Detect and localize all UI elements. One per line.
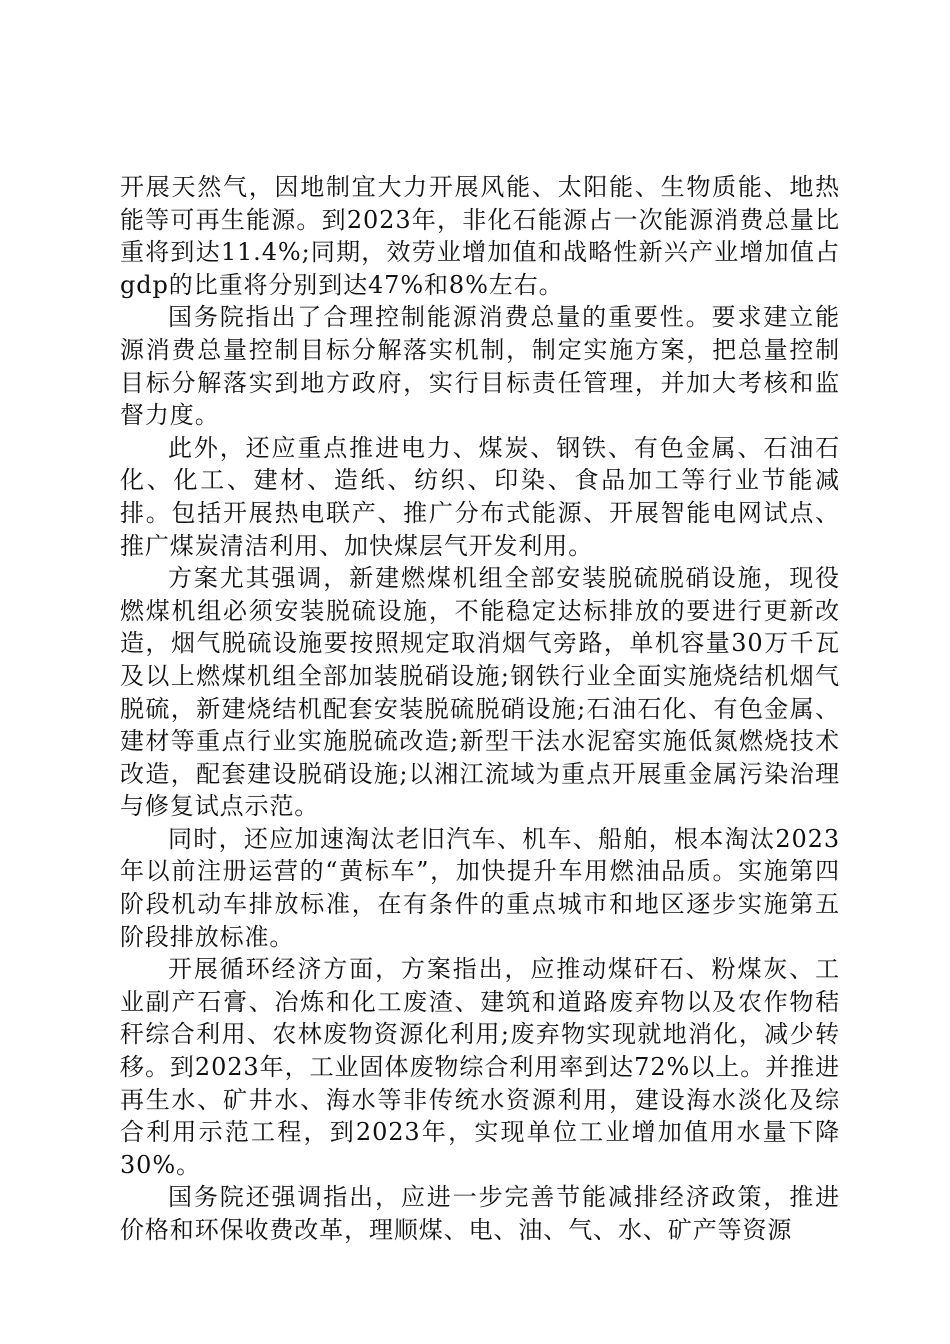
paragraph-energy-consumption-control: 国务院指出了合理控制能源消费总量的重要性。要求建立能源消费总量控制目标分解落实机制，制定实施方案，把总量控制目标分解落实到地方政府，实行目标责任管理，并加大考核和监督力度。 [120,303,840,430]
paragraph-desulfurization-plan: 方案尤其强调，新建燃煤机组全部安装脱硫脱硝设施，现役燃煤机组必须安装脱硫设施，不能稳定达标排放的要进行更新改造，烟气脱硫设施要按照规定取消烟气旁路，单机容量30万千瓦及以上燃煤机组全部加装脱硝设施;钢铁行业全面实施烧结机烟气脱硫，新建烧结机配套安装脱硫脱硝设施;石油石化、有色金属、建材等重点行业实施脱硫改造;新型干法水泥窑实施低氮燃烧技术改造，配套建设脱硝设施;以湘江流域为重点开展重金属污染治理与修复试点示范。 [120,564,840,821]
paragraph-circular-economy: 开展循环经济方面，方案指出，应推动煤矸石、粉煤灰、工业副产石膏、冶炼和化工废渣、建筑和道路废弃物以及农作物秸秆综合利用、农林废物资源化利用;废弃物实现就地消化，减少转移。到2023年，工业固体废物综合利用率到达72%以上。并推进再生水、矿井水、海水等非传统水资源利用，建设海水淡化及综合利用示范工程，到2023年，实现单位工业增加值用水量下降30%。 [120,955,840,1179]
paragraph-economic-policy: 国务院还强调指出，应进一步完善节能减排经济政策，推进价格和环保收费改革，理顺煤、电、油、气、水、矿产等资源 [120,1183,840,1244]
paragraph-vehicle-elimination: 同时，还应加速淘汰老旧汽车、机车、船舶，根本淘汰2023年以前注册运营的“黄标车”，加快提升车用燃油品质。实施第四阶段机动车排放标准，在有条件的重点城市和地区逐步实施第五阶段排放标准。 [120,824,840,951]
paragraph-industry-energy-saving: 此外，还应重点推进电力、煤炭、钢铁、有色金属、石油石化、化工、建材、造纸、纺织、印染、食品加工等行业节能减排。包括开展热电联产、推广分布式能源、开展智能电网试点、推广煤炭清洁利用、加快煤层气开发利用。 [120,433,840,560]
paragraph-natural-gas-renewables: 开展天然气，因地制宜大力开展风能、太阳能、生物质能、地热能等可再生能源。到2023年，非化石能源占一次能源消费总量比重将到达11.4%;同期，效劳业增加值和战略性新兴产业增加值占gdp的比重将分别到达47%和8%左右。 [120,173,840,299]
document-body [120,171,840,1247]
